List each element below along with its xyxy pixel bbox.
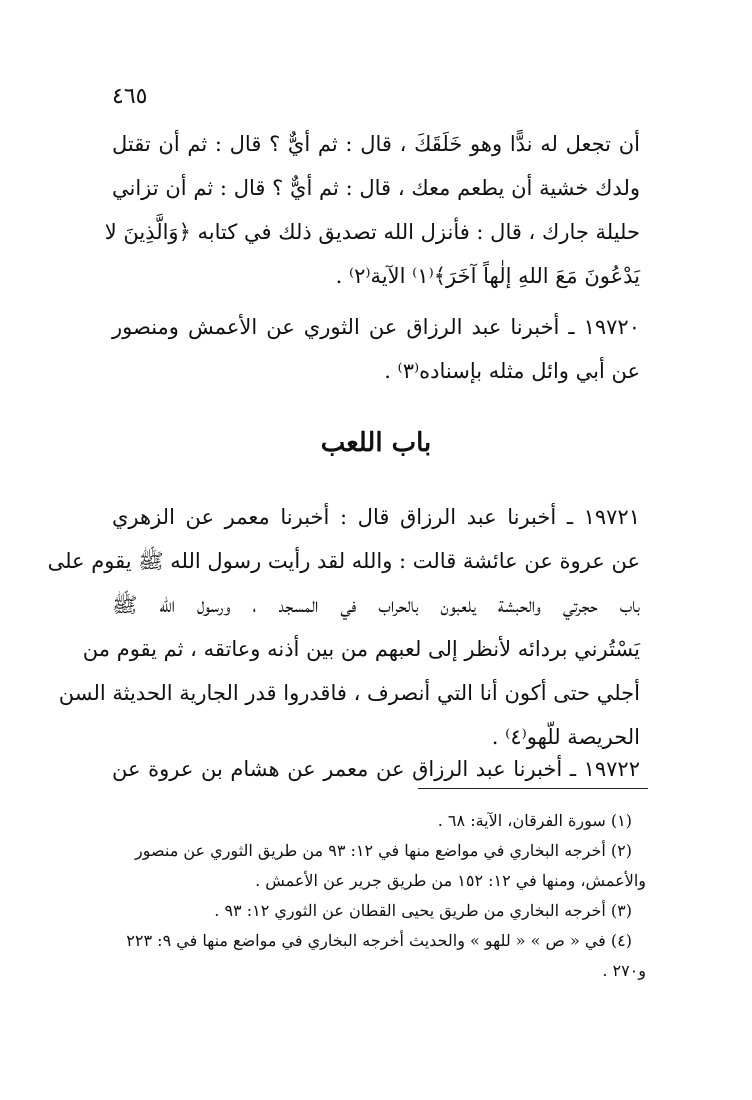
footnotes [116, 806, 646, 986]
text-line: ولدك خشية أن يطعم معك ، قال : ثم أيٌّ ؟ قال : ثم أن تزاني [112, 176, 640, 200]
footnote-4-continuation: و٢٧٠ . [602, 961, 646, 980]
paragraph-hadith-19721 [47, 495, 640, 759]
paragraph-hadith-19722 [112, 747, 640, 791]
text-line: أن تجعل له ندًّا وهو خَلَقَكَ ، قال : ثم أيٌّ ؟ قال : ثم أن تقتل [112, 132, 640, 156]
text-line: الحريصة للّهو⁽٤⁾ . [491, 725, 640, 749]
footnote-divider [418, 788, 648, 789]
footnote-3: (٣) أخرجه البخاري من طريق يحيى القطان عن الثوري ١٢: ٩٣ . [214, 901, 632, 920]
section-heading: باب اللعب [320, 428, 432, 458]
footnote-4: (٤) في « ص » « للهو » والحديث أخرجه البخاري في مواضع منها في ٩: ٢٢٣ [126, 931, 632, 950]
text-line: عن عروة عن عائشة قالت : والله لقد رأيت رسول الله ﷺ يقوم على [47, 549, 640, 573]
footnote-2-continuation: والأعمش، ومنها في ١٢: ١٥٢ من طريق جرير عن الأعمش . [255, 871, 646, 890]
footnote-1: (١) سورة الفرقان، الآية: ٦٨ . [437, 811, 632, 830]
text-line: يَدْعُونَ مَعَ اللهِ إلٰهاً آخَرَ﴾⁽١⁾ الآية⁽٢⁾ . [335, 264, 640, 288]
paragraph-hadith-continuation [104, 122, 640, 298]
text-line: عن أبي وائل مثله بإسناده⁽٣⁾ . [384, 359, 640, 383]
text-line: يَسْتُرني بردائه لأنظر إلى لعبهم من بين أذنه وعاتقه ، ثم يقوم من [82, 637, 640, 661]
text-line: باب حجرتي والحبشة يلعبون بالحراب في المسجد ، ورسول الله ﷺ [112, 593, 640, 617]
page-number: ٤٦٥ [112, 84, 148, 109]
text-line: ١٩٧٢٢ ـ أخبرنا عبد الرزاق عن معمر عن هشام بن عروة عن [112, 757, 640, 781]
text-line: ١٩٧٢٠ ـ أخبرنا عبد الرزاق عن الثوري عن الأعمش ومنصور [112, 315, 640, 339]
text-line: حليلة جارك ، قال : فأنزل الله تصديق ذلك في كتابه ﴿وَالَّذِينَ لا [104, 220, 640, 244]
paragraph-hadith-19720 [112, 305, 640, 393]
text-line: أجلي حتى أكون أنا التي أنصرف ، فاقدروا قدر الجارية الحديثة السن [58, 681, 640, 705]
text-line: ١٩٧٢١ ـ أخبرنا عبد الرزاق قال : أخبرنا معمر عن الزهري [112, 505, 640, 529]
footnote-2: (٢) أخرجه البخاري في مواضع منها في ١٢: ٩٣ من طريق الثوري عن منصور [135, 841, 632, 860]
